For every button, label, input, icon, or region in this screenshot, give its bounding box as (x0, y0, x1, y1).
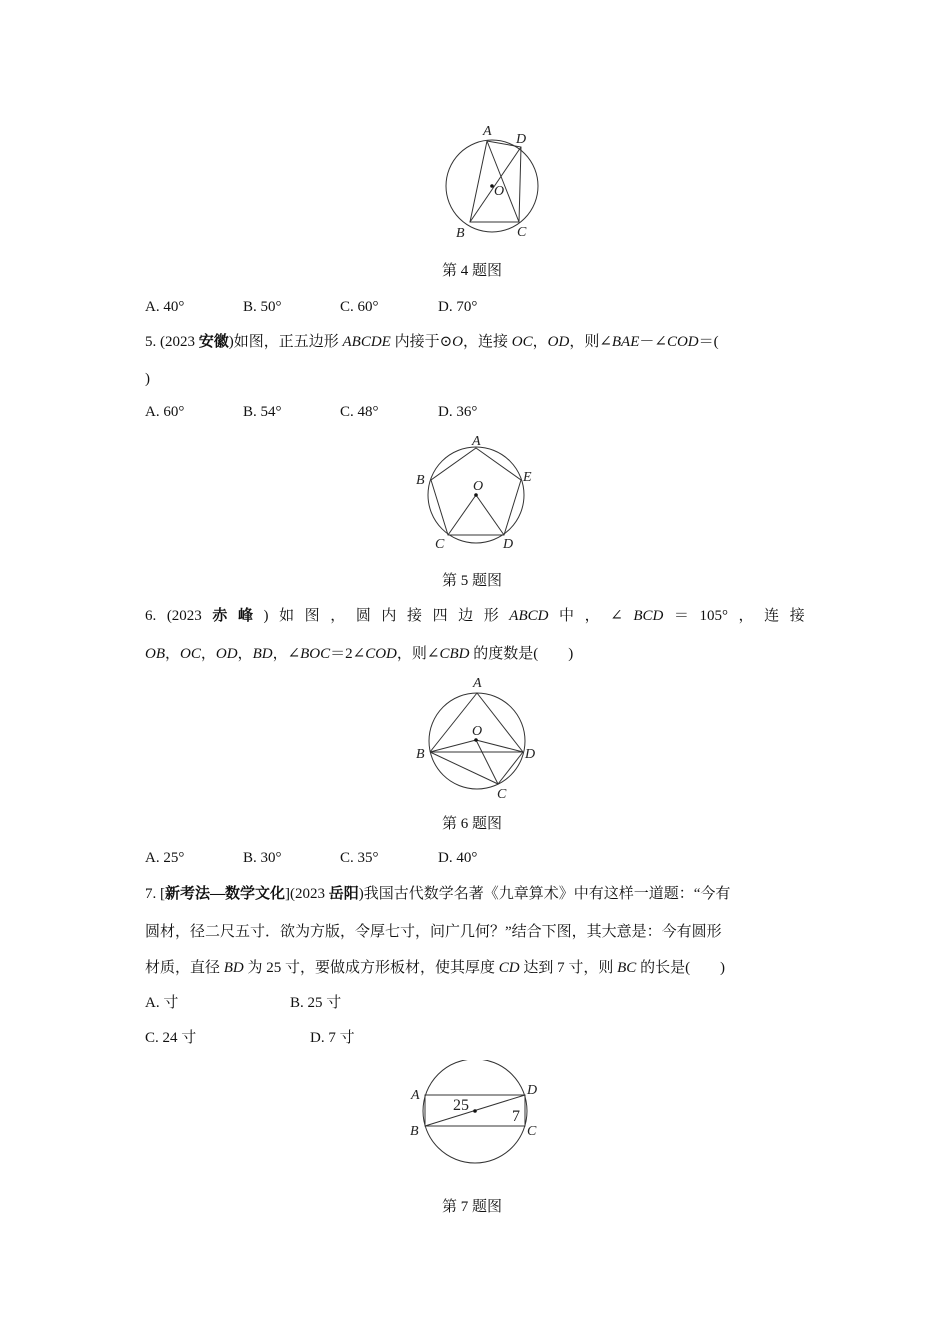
q6-text: ， (165, 646, 181, 662)
q6-text: ， (330, 608, 346, 624)
q7-stem-line1 (145, 885, 730, 903)
q6-number: 6. (145, 608, 157, 624)
figure-4-caption: 第 4 题图 (442, 263, 503, 279)
q5-option-d: D. 36° (438, 404, 478, 420)
q5-text: )如图，正五边形 (228, 334, 343, 350)
q7-stem-line3 (145, 959, 725, 977)
fig5-label-a: A (472, 434, 481, 449)
q7-text: )我国古代数学名著《九章算术》中有这样一道题：“今有 (358, 886, 731, 902)
q7-text: 材质，直径 (145, 960, 224, 976)
q6-text: ∠ (610, 608, 623, 624)
q6-segment: OC (180, 646, 201, 662)
figure-6 (410, 672, 545, 802)
q6-text: 图 (304, 608, 320, 624)
fig6-label-d: D (525, 747, 536, 762)
figure-4-diagram (425, 115, 555, 245)
q7-segment: BD (223, 960, 244, 976)
q5-text: 内接于⊙ (390, 334, 453, 350)
q6-option-b: B. 30° (243, 850, 282, 866)
fig7-label-d: D (527, 1083, 538, 1098)
q7-text: ](2023 (285, 886, 329, 902)
q5-stem-line1 (145, 333, 719, 351)
q5-option-a: A. 60° (145, 404, 185, 420)
fig7-thickness-label: 7 (512, 1108, 520, 1125)
q6-text: ，则∠ (396, 646, 440, 662)
figure-4 (425, 115, 555, 245)
q7-option-a: A. 寸 (145, 995, 179, 1011)
q5-text: ， (532, 334, 548, 350)
q6-text: ， (237, 646, 253, 662)
q6-option-c: C. 35° (340, 850, 379, 866)
q5-angle: COD (666, 334, 699, 350)
fig6-label-c: C (497, 787, 507, 802)
q5-segment: OC (511, 334, 533, 350)
q6-stem-line1 (145, 607, 805, 625)
fig6-label-b: B (416, 747, 425, 762)
q6-angle: BCD (633, 608, 664, 624)
figure-5-caption: 第 5 题图 (442, 573, 503, 589)
figure-7-diagram (400, 1060, 550, 1175)
fig5-label-c: C (435, 537, 445, 552)
q6-segment: BD (252, 646, 273, 662)
q6-value: 105° (699, 608, 728, 624)
q6-text: 连 (764, 608, 780, 624)
q5-text: －∠ (639, 334, 667, 350)
q5-text: ＝( (698, 334, 719, 350)
q7-option-d: D. 7 寸 (310, 1030, 355, 1046)
q6-stem-line2 (145, 645, 573, 663)
q6-text: ＝ (673, 608, 689, 624)
q6-text: ， (584, 608, 600, 624)
q5-option-c: C. 48° (340, 404, 379, 420)
q6-option-d: D. 40° (438, 850, 478, 866)
fig6-label-o: O (472, 724, 483, 739)
fig4-label-o: O (494, 184, 505, 199)
q6-text: 形 (483, 608, 499, 624)
q6-text: (2023 (166, 608, 202, 624)
fig5-label-d: D (503, 537, 514, 552)
q6-text: ， (738, 608, 754, 624)
q6-angle: COD (365, 646, 397, 662)
q6-text: 四 (432, 608, 448, 624)
q7-segment: CD (498, 960, 520, 976)
q7-tag: 新考法—数学文化 (165, 886, 286, 902)
q6-text: ，∠ (272, 646, 301, 662)
q6-text: 圆 (355, 608, 371, 624)
q7-option-c: C. 24 寸 (145, 1030, 197, 1046)
q4-option-a: A. 40° (145, 299, 185, 315)
q6-segment: OB (145, 646, 165, 662)
q5-text: ，则∠ (569, 334, 612, 350)
q6-angle: BOC (300, 646, 331, 662)
q5-stem-line2: ) (145, 371, 150, 387)
q5-number: 5. (2023 (145, 334, 199, 350)
fig4-label-d: D (516, 132, 527, 147)
q6-text: 接 (406, 608, 422, 624)
q5-source: 安徽 (198, 334, 229, 350)
q4-option-c: C. 60° (340, 299, 379, 315)
fig4-label-c: C (517, 225, 527, 240)
q6-text: 边 (458, 608, 474, 624)
q7-text: 达到 7 寸，则 (519, 960, 618, 976)
q5-text: ，连接 (463, 334, 512, 350)
q6-source: 赤 (212, 608, 228, 624)
q6-text: 如 (279, 608, 295, 624)
q6-text: ) (263, 608, 269, 624)
q6-text: ＝2∠ (330, 646, 366, 662)
fig7-label-c: C (527, 1124, 537, 1139)
q7-source: 岳阳 (328, 886, 359, 902)
q5-polygon: ABCDE (342, 334, 391, 350)
fig4-label-b: B (456, 226, 465, 241)
figure-6-diagram (410, 672, 545, 802)
q5-angle: BAE (611, 334, 640, 350)
fig5-label-e: E (523, 470, 532, 485)
q6-text: ， (200, 646, 216, 662)
figure-6-caption: 第 6 题图 (442, 816, 503, 832)
fig6-label-a: A (473, 676, 482, 691)
q4-option-b: B. 50° (243, 299, 282, 315)
fig7-label-b: B (410, 1124, 419, 1139)
q7-segment: BC (617, 960, 637, 976)
fig5-label-o: O (473, 479, 484, 494)
q7-text: 的长是( ) (636, 960, 726, 976)
q6-option-a: A. 25° (145, 850, 185, 866)
q6-angle: CBD (439, 646, 470, 662)
fig5-label-b: B (416, 473, 425, 488)
q5-option-b: B. 54° (243, 404, 282, 420)
q6-segment: OD (215, 646, 238, 662)
figure-5-diagram (405, 428, 550, 553)
figure-7-caption: 第 7 题图 (442, 1199, 503, 1215)
figure-7 (400, 1060, 550, 1175)
q6-text: 的度数是( ) (469, 646, 574, 662)
q6-text: 中 (559, 608, 575, 624)
q7-option-b: B. 25 寸 (290, 995, 342, 1011)
fig4-label-a: A (483, 124, 492, 139)
q6-text: 内 (381, 608, 397, 624)
q7-number: 7. [ (145, 886, 165, 902)
q5-circle: O (452, 334, 464, 350)
q5-segment: OD (547, 334, 570, 350)
fig7-diameter-label: 25 (453, 1097, 469, 1114)
q6-source: 峰 (237, 608, 253, 624)
q7-stem-line2: 圆材，径二尺五寸．欲为方版，令厚七寸，问广几何？”结合下图，其大意是：今有圆形 (145, 924, 722, 940)
figure-5 (405, 428, 550, 553)
fig7-label-a: A (411, 1088, 420, 1103)
q6-text: 接 (789, 608, 805, 624)
q4-option-d: D. 70° (438, 299, 478, 315)
q6-polygon: ABCD (509, 608, 549, 624)
q7-text: 为 25 寸，要做成方形板材，使其厚度 (243, 960, 499, 976)
